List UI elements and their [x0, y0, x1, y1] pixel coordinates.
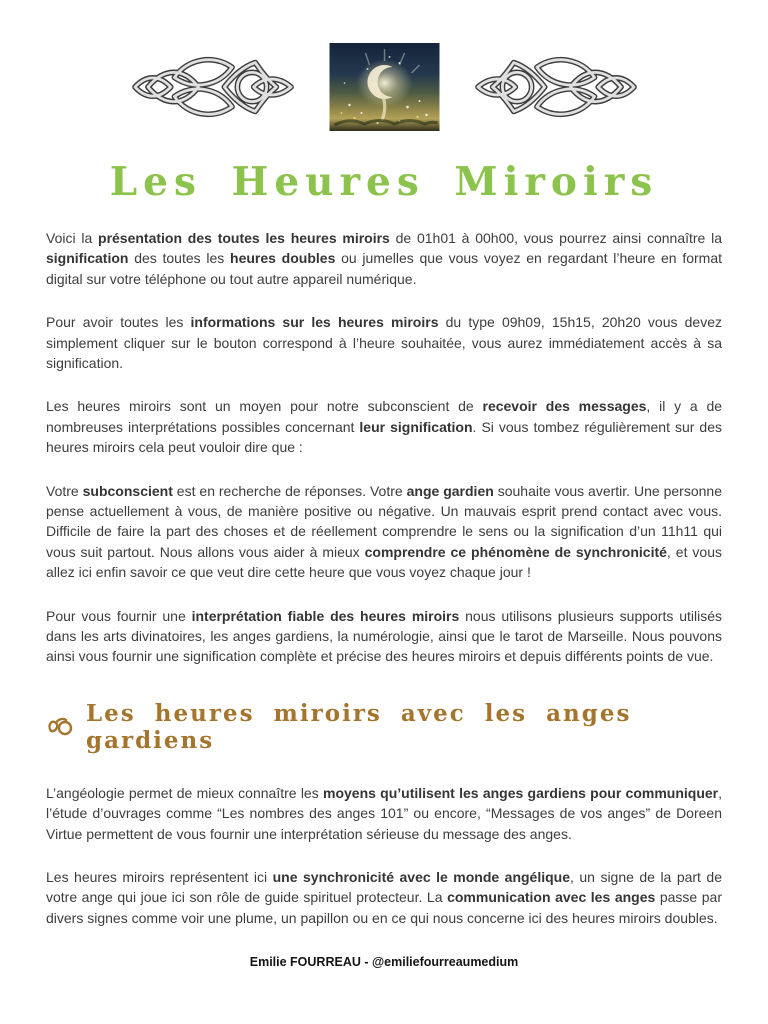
paragraph: Pour vous fournir une interprétation fiable des heures miroirs nous utilisons plusieurs supports utilisés dans les arts divinatoires, les anges gardiens, la numérologie, ainsi que le tarot de Marseille. Nous pouvons ainsi vous fournir une signification complète et précise des heures miroirs et depuis différents points de vue. [46, 607, 723, 665]
paragraph: Les heures miroirs représentent ici une synchronicité avec le monde angélique, un signe de la part de votre ange qui joue ici son rôle de guide spirituel protecteur. La communication avec les anges passe par divers signes comme voir une plume, un papillon ou en ce qui nous concerne ici des heures miroirs doubles. [46, 869, 723, 926]
celtic-knot-bullet-icon [46, 716, 74, 738]
celtic-knot-right-ornament [458, 48, 654, 126]
crescent-moon-image [329, 43, 440, 131]
section-heading-text: Les heures miroirs avec les anges gardiens [86, 699, 632, 754]
paragraph: Pour avoir toutes les informations sur les heures miroirs du type 09h09, 15h15, 20h20 vous devez simplement cliquer sur le bouton correspond à l’heure souhaitée, vous aurez immédiatement accès à sa signification. [46, 314, 722, 371]
celtic-knot-left-ornament [115, 48, 311, 126]
header-ornaments [0, 0, 768, 131]
paragraph: Les heures miroirs sont un moyen pour notre subconscient de recevoir des messages, il y a de nombreuses interprétations possibles concernant leur signification. Si vous tombez régulièrement sur des heures miroirs cela peut vouloir dire que : [46, 398, 723, 456]
paragraph: Votre subconscient est en recherche de réponses. Votre ange gardien souhaite vous avertir. Une personne pense actuellement à vous, de manière positive ou négative. Un mauvais esprit prend contact avec vous. Difficile de faire la part des choses et de réellement comprendre le sens ou la signification d’un 11h11 qui vous suit partout. Nous allons vous aider à mieux comprendre ce phénomène de synchronicité, et vous allez ici enfin savoir ce que veut dire cette heure que vous voyez chaque jour ! [46, 482, 722, 581]
paragraph: Voici la présentation des toutes les heures miroirs de 01h01 à 00h00, vous pourrez ainsi connaître la signification des toutes les heures doubles ou jumelles que vous voyez en regardant l’heure en format digital sur votre téléphone ou tout autre appareil numérique. [46, 229, 723, 287]
footer-credit: Emilie FOURREAU - @emiliefourreaumedium [249, 955, 519, 969]
page-title: Les Heures Miroirs [109, 159, 659, 205]
section-heading [46, 700, 722, 754]
document-body [46, 228, 722, 928]
paragraph: L’angéologie permet de mieux connaître les moyens qu’utilisent les anges gardiens pour communiquer, l’étude d’ouvrages comme “Les nombres des anges 101” ou encore, “Messages de vos anges” de Doreen Virtue permettent de vous fournir une interprétation sérieuse du message des anges. [46, 784, 723, 842]
